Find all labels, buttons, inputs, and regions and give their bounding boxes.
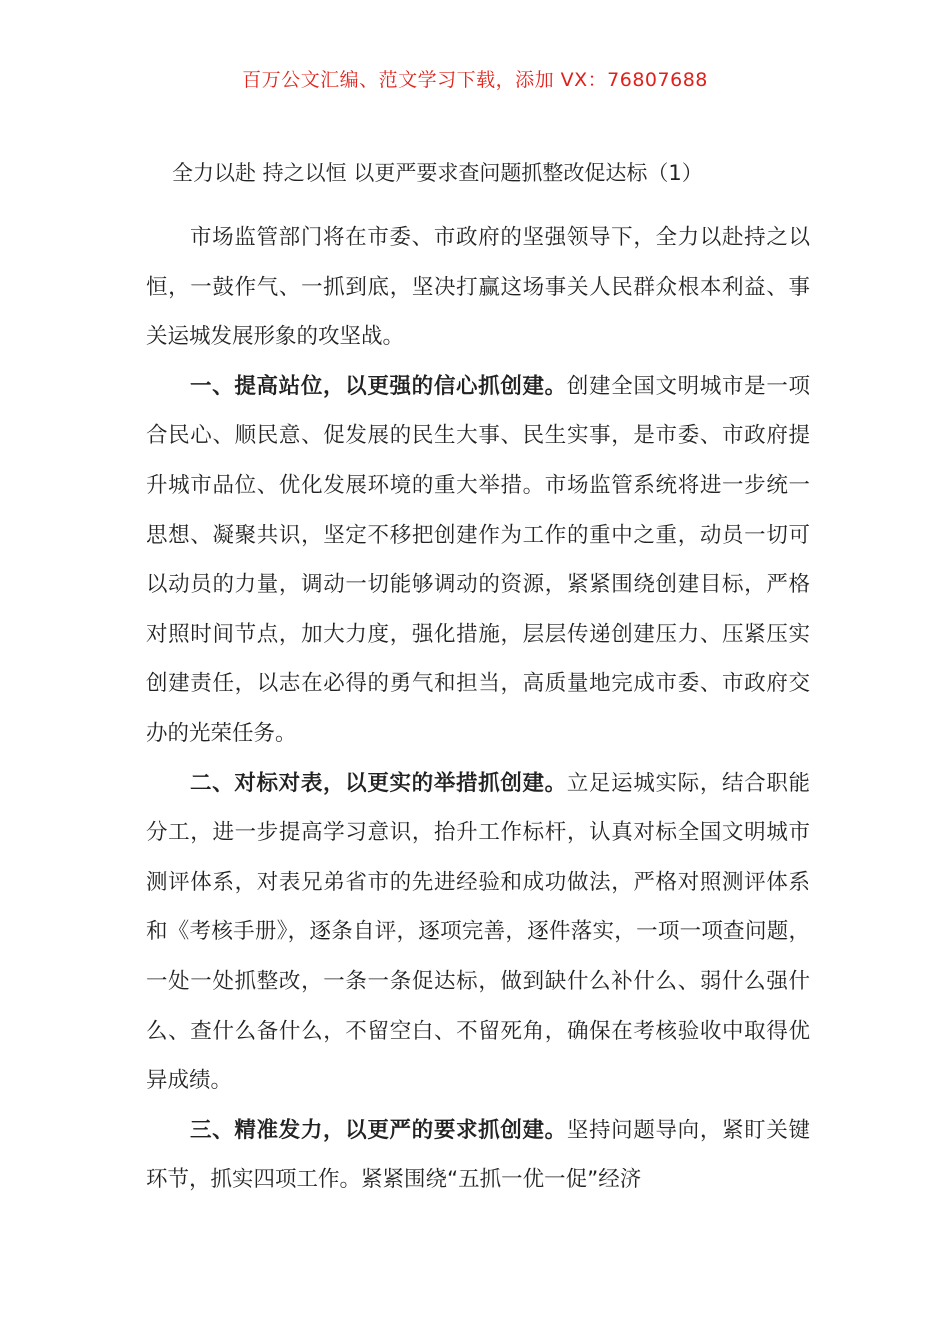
paragraph-section-1 [146,362,810,759]
document-body [146,213,810,1205]
document-title: 全力以赴 持之以恒 以更严要求查问题抓整改促达标（1） [172,161,703,185]
section-heading: 二、对标对表，以更实的举措抓创建。 [190,770,567,796]
section-heading: 一、提高站位，以更强的信心抓创建。 [190,373,567,399]
section-heading: 三、精准发力，以更严的要求抓创建。 [190,1117,567,1143]
header-banner: 百万公文汇编、范文学习下载，添加 VX：76807688 [242,69,708,91]
paragraph-text: 市场监管部门将在市委、市政府的坚强领导下，全力以赴持之以恒，一鼓作气、一抓到底，坚决打赢这场事关人民群众根本利益、事关运城发展形象的攻坚战。 [146,225,810,350]
paragraph-text: 立足运城实际，结合职能分工，进一步提高学习意识，抬升工作标杆，认真对标全国文明城市测评体系，对表兄弟省市的先进经验和成功做法，严格对照测评体系和《考核手册》，逐条自评，逐项完善，逐件落实，一项一项查问题，一处一处抓整改，一条一条促达标，做到缺什么补什么、弱什么强什么、查什么备什么，不留空白、不留死角，确保在考核验收中取得优异成绩。 [146,770,810,1094]
paragraph-section-3 [146,1106,810,1205]
paragraph-intro [146,213,810,362]
paragraph-section-2 [146,759,810,1106]
paragraph-text: 创建全国文明城市是一项合民心、顺民意、促发展的民生大事、民生实事，是市委、市政府提升城市品位、优化发展环境的重大举措。市场监管系统将进一步统一思想、凝聚共识，坚定不移把创建作为工作的重中之重，动员一切可以动员的力量，调动一切能够调动的资源，紧紧围绕创建目标，严格对照时间节点，加大力度，强化措施，层层传递创建压力、压紧压实创建责任，以志在必得的勇气和担当，高质量地完成市委、市政府交办的光荣任务。 [146,373,810,746]
paragraph-text: 坚持问题导向，紧盯关键环节，抓实四项工作。紧紧围绕“五抓一优一促”经济 [146,1117,810,1193]
